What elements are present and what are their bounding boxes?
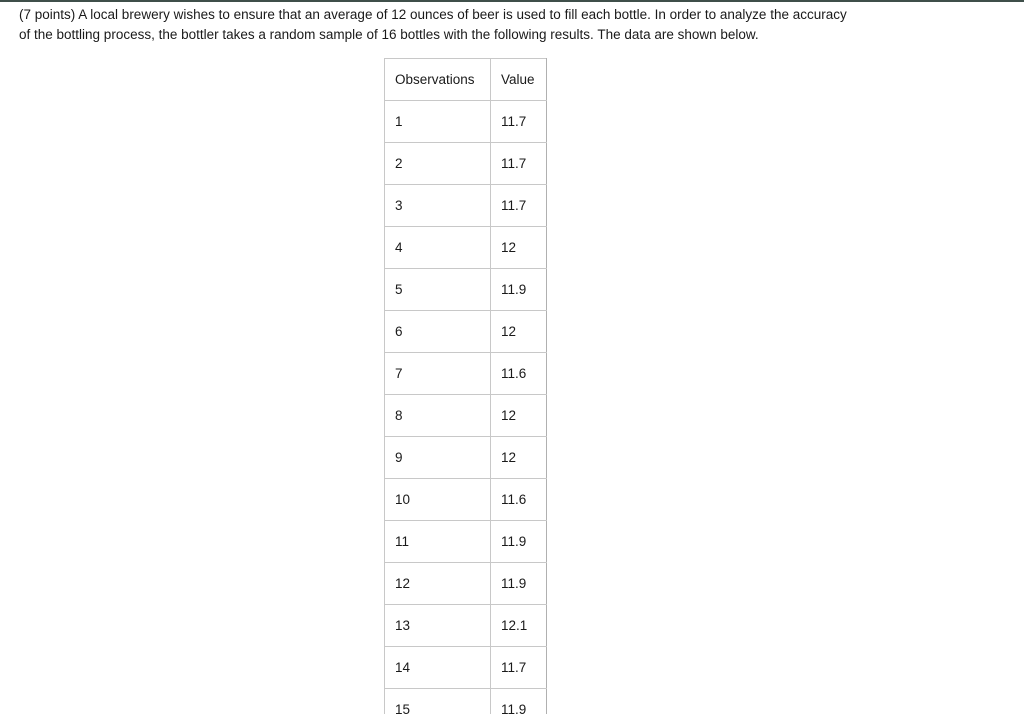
value-cell: 12 (491, 437, 547, 479)
value-cell: 11.7 (491, 185, 547, 227)
value-cell: 11.6 (491, 353, 547, 395)
observation-cell: 11 (385, 521, 491, 563)
value-cell: 11.9 (491, 269, 547, 311)
table-row (385, 227, 547, 269)
table-row (385, 143, 547, 185)
value-cell: 11.9 (491, 521, 547, 563)
observation-cell: 2 (385, 143, 491, 185)
table-row (385, 563, 547, 605)
table-header-row (385, 59, 547, 101)
value-cell: 11.7 (491, 647, 547, 689)
observation-cell: 15 (385, 689, 491, 714)
observations-table (384, 58, 547, 714)
question-text (19, 5, 979, 45)
table-row (385, 269, 547, 311)
observation-cell: 7 (385, 353, 491, 395)
value-cell: 12 (491, 395, 547, 437)
value-cell: 11.9 (491, 689, 547, 714)
observation-cell: 10 (385, 479, 491, 521)
value-cell: 11.6 (491, 479, 547, 521)
top-divider (0, 0, 1024, 2)
table-row (385, 185, 547, 227)
observation-cell: 8 (385, 395, 491, 437)
table-row (385, 647, 547, 689)
observation-cell: 6 (385, 311, 491, 353)
table-row (385, 521, 547, 563)
value-cell: 12 (491, 311, 547, 353)
value-cell: 11.7 (491, 143, 547, 185)
observation-cell: 14 (385, 647, 491, 689)
observation-cell: 3 (385, 185, 491, 227)
observation-cell: 5 (385, 269, 491, 311)
value-cell: 11.7 (491, 101, 547, 143)
table-body (385, 101, 547, 714)
table-row (385, 689, 547, 714)
table-row (385, 311, 547, 353)
header-value: Value (491, 59, 547, 101)
table-row (385, 101, 547, 143)
table-row (385, 605, 547, 647)
observation-cell: 9 (385, 437, 491, 479)
value-cell: 12.1 (491, 605, 547, 647)
table-row (385, 353, 547, 395)
observation-cell: 1 (385, 101, 491, 143)
observation-cell: 4 (385, 227, 491, 269)
value-cell: 11.9 (491, 563, 547, 605)
header-observations: Observations (385, 59, 491, 101)
observation-cell: 12 (385, 563, 491, 605)
value-cell: 12 (491, 227, 547, 269)
table-row (385, 395, 547, 437)
question-line-2: of the bottling process, the bottler takes a random sample of 16 bottles with the following results. The data are shown below. (19, 27, 759, 42)
question-line-1: (7 points) A local brewery wishes to ensure that an average of 12 ounces of beer is used to fill each bottle. In order to analyze the accuracy (19, 7, 847, 22)
observation-cell: 13 (385, 605, 491, 647)
table-row (385, 479, 547, 521)
table-row (385, 437, 547, 479)
